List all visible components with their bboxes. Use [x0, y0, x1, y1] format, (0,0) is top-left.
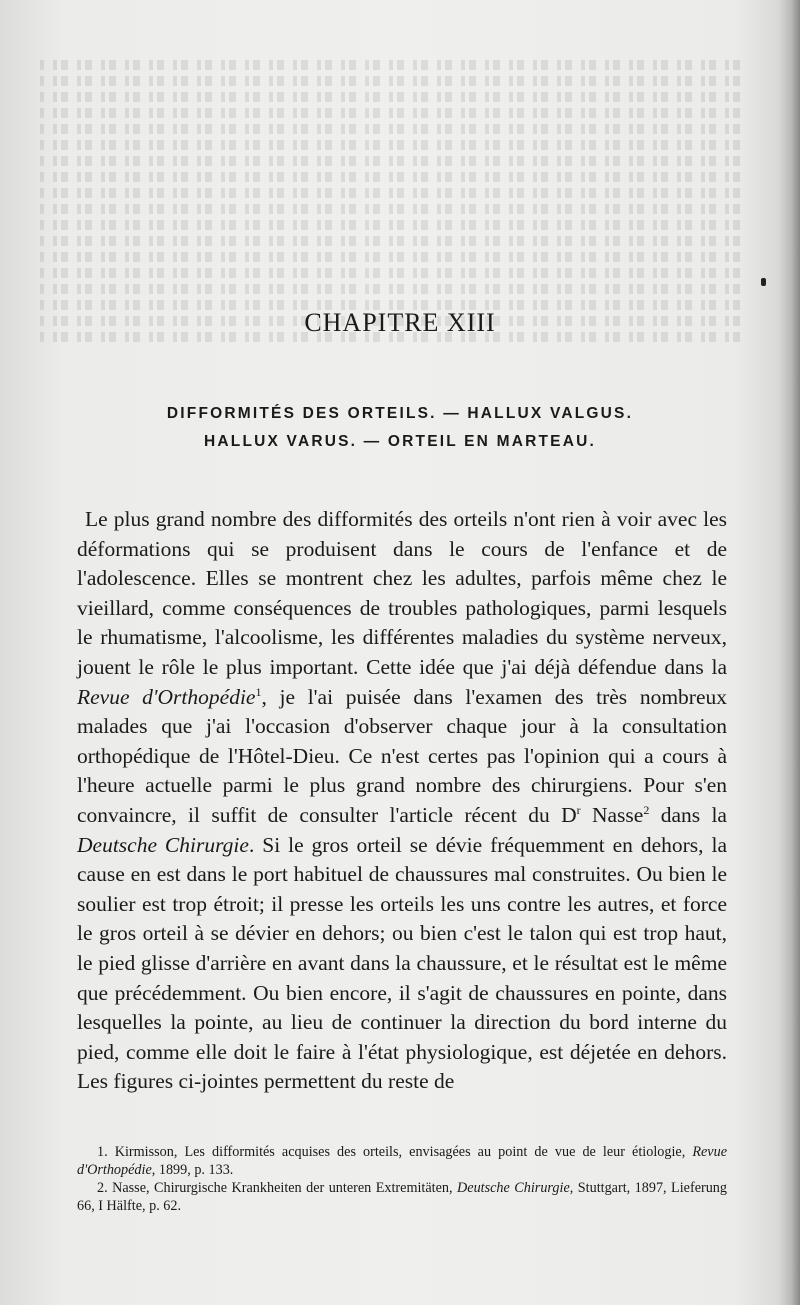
journal-title: Revue d'Orthopédie — [77, 1144, 727, 1178]
footnote-ref: 1 — [255, 684, 262, 699]
text-run: 1. Kirmisson, Les difformités acquises des orteils, envisagées au point de vue de leur étiologie, — [97, 1144, 693, 1160]
superscript: r — [576, 802, 581, 817]
chapter-title: CHAPITRE XIII — [304, 308, 496, 337]
text-run: , je l'ai puisée dans l'examen des très nombreux malades que j'ai l'occasion d'observer chaque jour à la consultation orthopédique de l'Hôtel-Dieu. Ce n'est certes pas l'opinion qui a cours à l'heure actuelle parmi le plus grand nombre des chirurgiens. Pour s'en convaincre, il suffit de consulter l'article récent du D — [77, 684, 727, 827]
footnote-ref: 2 — [643, 802, 650, 817]
page-edge-shadow — [778, 0, 800, 1305]
footnotes — [77, 1143, 727, 1215]
margin-mark — [761, 278, 766, 286]
journal-title: Deutsche Chirurgie — [457, 1180, 570, 1196]
text-run: Le plus grand nombre des difformités des orteils n'ont rien à voir avec les déformations qui se produisent dans le cours de l'enfance et de l'adolescence. Elles se montrent chez les adultes, parfois même chez le vieillard, comme conséquences de troubles pathologiques, parmi lesquels le rhumatisme, l'alcoolisme, les différentes maladies du système nerveux, jouent le rôle le plus important. Cette idée que j'ai déjà défendue dans la — [77, 507, 727, 679]
text-run: . Si le gros orteil se dévie fréquemment en dehors, la cause en est dans le port habituel de chaussures mal construites. Ou bien le soulier est trop étroit; il presse les orteils les uns contre les autres, et force le gros orteil à se dévier en dehors; ou bien c'est le talon qui est trop haut, le pied glisse d'arrière en avant dans la chaussure, et le résultat est le même que précédemment. Ou bien encore, il s'agit de chaussures en pointe, dans lesquelles la pointe, au lieu de continuer la direction du bord interne du pied, comme elle doit le faire à l'état physiologique, est déjetée en dehors. Les figures ci-jointes permettent du reste de — [77, 832, 727, 1094]
text-run: Nasse — [580, 802, 644, 827]
journal-title: Revue d'Orthopédie — [77, 684, 256, 709]
text-run: , 1899, p. 133. — [151, 1162, 234, 1178]
chapter-subtitle-line-2: HALLUX VARUS. — ORTEIL EN MARTEAU. — [204, 433, 596, 450]
footnote-1 — [77, 1143, 727, 1179]
bleed-through-text — [40, 60, 740, 450]
journal-title: Deutsche Chirurgie — [77, 832, 249, 857]
body-text — [77, 505, 727, 1097]
chapter-subtitle-line-1: DIFFORMITÉS DES ORTEILS. — HALLUX VALGUS. — [166, 405, 634, 422]
paragraph — [77, 505, 727, 1097]
text-run: , Stuttgart, 1897, Lieferung 66, I Hälfte, p. 62. — [77, 1180, 727, 1214]
footnote-2 — [77, 1179, 727, 1215]
text-run: dans la — [649, 802, 727, 827]
text-run: 2. Nasse, Chirurgische Krankheiten der unteren Extremitäten, — [97, 1180, 458, 1196]
